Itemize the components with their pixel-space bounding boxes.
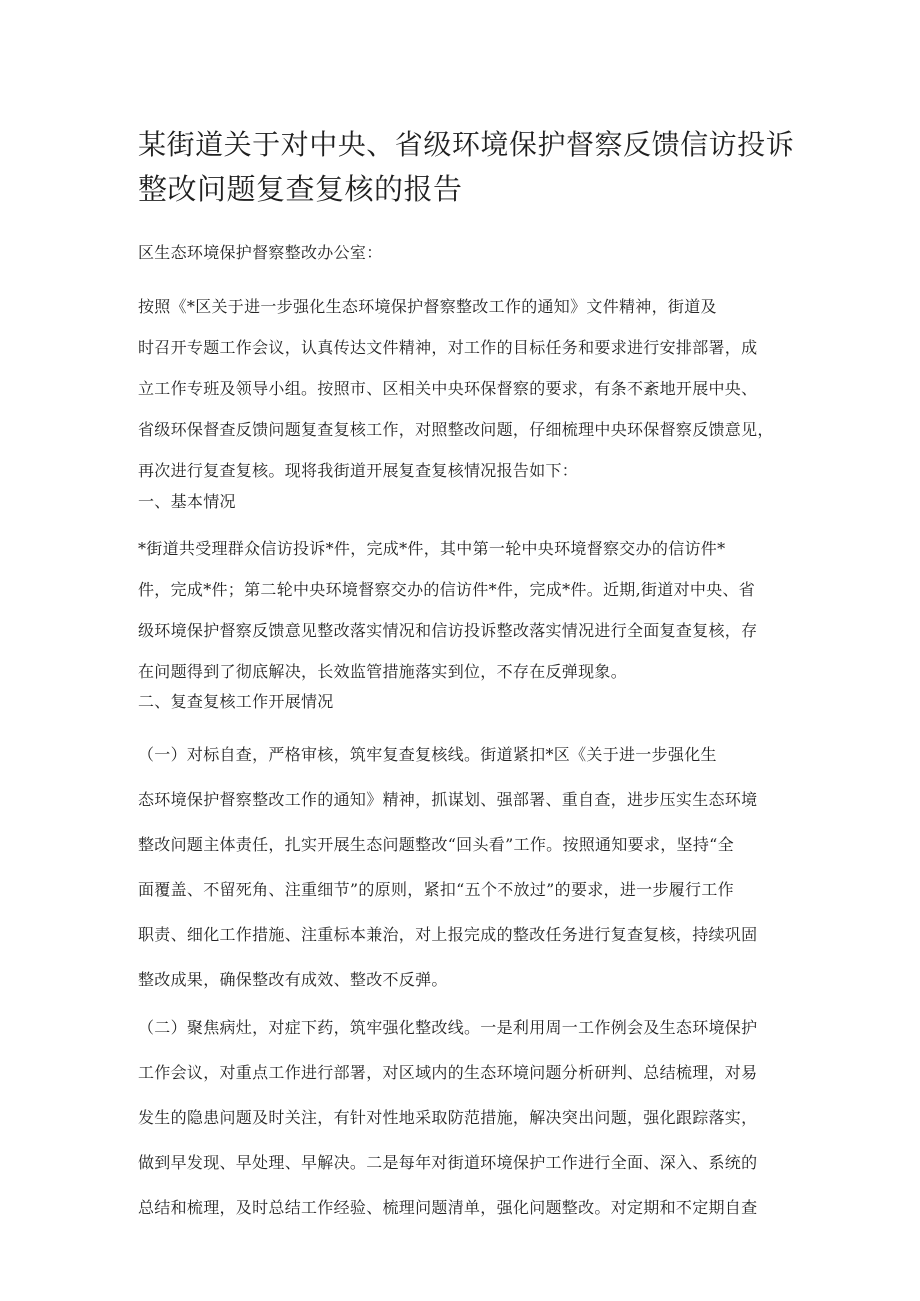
text-line: 面覆盖、不留死角、注重细节”的原则，紧扣“五个不放过”的要求，进一步履行工作 xyxy=(138,880,734,899)
text-line: 级环境保护督察反馈意见整改落实情况和信访投诉整改落实情况进行全面复查复核，存 xyxy=(138,621,758,640)
text-line: 立工作专班及领导小组。按照市、区相关中央环保督察的要求，有条不紊地开展中央、 xyxy=(138,379,758,398)
text-line: 总结和梳理，及时总结工作经验、梳理问题清单，强化问题整改。对定期和不定期自查 xyxy=(138,1198,758,1217)
text-line: （一）对标自查，严格审核，筑牢复查复核线。街道紧扣*区《关于进一步强化生 xyxy=(138,745,717,764)
text-line: 按照《*区关于进一步强化生态环境保护督察整改工作的通知》文件精神，街道及 xyxy=(138,297,717,316)
text-line: 整改成果，确保整改有成效、整改不反弹。 xyxy=(138,970,448,989)
text-line: 件，完成*件；第二轮中央环境督察交办的信访件*件，完成*件。近期,街道对中央、省 xyxy=(138,580,756,599)
text-line: 时召开专题工作会议，认真传达文件精神，对工作的目标任务和要求进行安排部署，成 xyxy=(138,338,758,357)
text-line: 职责、细化工作措施、注重标本兼治，对上报完成的整改任务进行复查复核，持续巩固 xyxy=(138,925,758,944)
document-title xyxy=(138,123,798,211)
text-line: *街道共受理群众信访投诉*件，完成*件，其中第一轮中央环境督察交办的信访件* xyxy=(138,539,726,558)
salutation-text: 区生态环境保护督察整改办公室： xyxy=(138,243,383,262)
text-line: 在问题得到了彻底解决，长效监管措施落实到位，不存在反弹现象。 xyxy=(138,662,628,681)
section-heading-review xyxy=(138,690,798,714)
section-heading-text: 一、基本情况 xyxy=(138,492,236,511)
paragraph-rectification xyxy=(138,1005,798,1230)
section-heading-text: 二、复查复核工作开展情况 xyxy=(138,692,334,711)
text-line: 做到早发现、早处理、早解决。二是每年对街道环境保护工作进行全面、深入、系统的 xyxy=(138,1153,758,1172)
paragraph-basic-situation xyxy=(138,528,798,692)
salutation xyxy=(138,241,798,265)
text-line: 省级环保督查反馈问题复查复核工作，对照整改问题，仔细梳理中央环保督察反馈意见， xyxy=(138,420,774,439)
text-line: 再次进行复查复核。现将我街道开展复查复核情况报告如下： xyxy=(138,461,579,480)
text-line: （二）聚焦病灶，对症下药，筑牢强化整改线。一是利用周一工作例会及生态环境保护 xyxy=(138,1018,758,1037)
paragraph-intro xyxy=(138,286,798,491)
title-line: 某街道关于对中央、省级环境保护督察反馈信访投诉 xyxy=(138,128,795,161)
paragraph-self-check xyxy=(138,732,798,1002)
text-line: 工作会议，对重点工作进行部署，对区域内的生态环境问题分析研判、总结梳理，对易 xyxy=(138,1063,758,1082)
title-line: 整改问题复查复核的报告 xyxy=(138,172,463,206)
text-line: 发生的隐患问题及时关注，有针对性地采取防范措施，解决突出问题，强化跟踪落实， xyxy=(138,1108,758,1127)
section-heading-basic xyxy=(138,490,798,514)
text-line: 态环境保护督察整改工作的通知》精神，抓谋划、强部署、重自查，进步压实生态环境 xyxy=(138,790,758,809)
text-line: 整改问题主体责任，扎实开展生态问题整改“回头看”工作。按照通知要求，坚持“全 xyxy=(138,835,734,854)
